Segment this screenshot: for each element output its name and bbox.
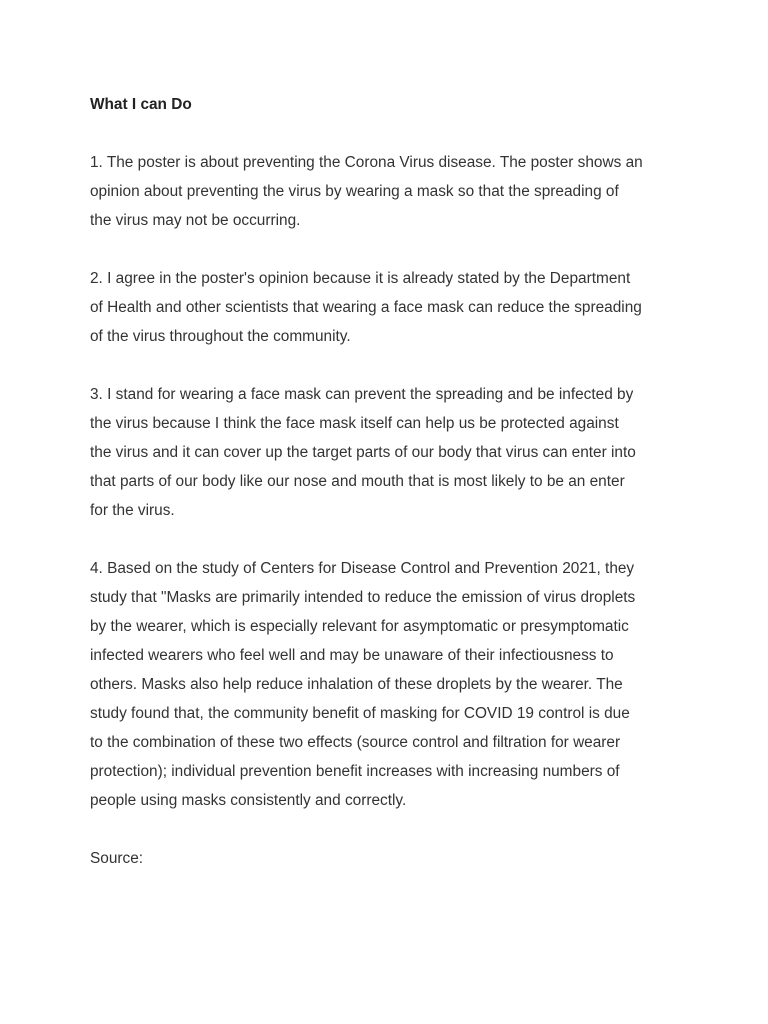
paragraph-line: study found that, the community benefit of masking for COVID 19 control is due — [90, 705, 630, 722]
paragraph-line: infected wearers who feel well and may be unaware of their infectiousness to — [90, 647, 614, 664]
paragraph-line: of Health and other scientists that wearing a face mask can reduce the spreading — [90, 299, 642, 316]
paragraph-line: opinion about preventing the virus by wearing a mask so that the spreading of — [90, 183, 619, 200]
paragraph-line: for the virus. — [90, 502, 175, 519]
paragraph-3 — [90, 380, 690, 525]
document-content — [90, 90, 690, 873]
paragraph-line: by the wearer, which is especially relevant for asymptomatic or presymptomatic — [90, 618, 629, 635]
paragraph-line: 4. Based on the study of Centers for Disease Control and Prevention 2021, they — [90, 560, 635, 577]
paragraph-line: 1. The poster is about preventing the Corona Virus disease. The poster shows an — [90, 154, 643, 171]
paragraph-line: that parts of our body like our nose and mouth that is most likely to be an enter — [90, 473, 625, 490]
paragraph-line: 2. I agree in the poster's opinion because it is already stated by the Department — [90, 270, 631, 287]
paragraph-line: the virus because I think the face mask itself can help us be protected against — [90, 415, 619, 432]
paragraph-line: of the virus throughout the community. — [90, 328, 351, 345]
paragraph-line: the virus may not be occurring. — [90, 212, 301, 229]
paragraph-line: protection); individual prevention benefit increases with increasing numbers of — [90, 763, 620, 780]
paragraph-line: 3. I stand for wearing a face mask can prevent the spreading and be infected by — [90, 386, 634, 403]
paragraph-line: to the combination of these two effects (source control and filtration for wearer — [90, 734, 621, 751]
document-title: What I can Do — [90, 96, 192, 113]
source-label: Source: — [90, 850, 144, 867]
paragraph-line: the virus and it can cover up the target parts of our body that virus can enter into — [90, 444, 636, 461]
paragraph-line: people using masks consistently and correctly. — [90, 792, 407, 809]
paragraph-line: others. Masks also help reduce inhalation of these droplets by the wearer. The — [90, 676, 623, 693]
paragraph-line: study that "Masks are primarily intended to reduce the emission of virus droplets — [90, 589, 636, 606]
paragraph-1 — [90, 148, 690, 235]
paragraph-4 — [90, 554, 690, 815]
paragraph-2 — [90, 264, 690, 351]
